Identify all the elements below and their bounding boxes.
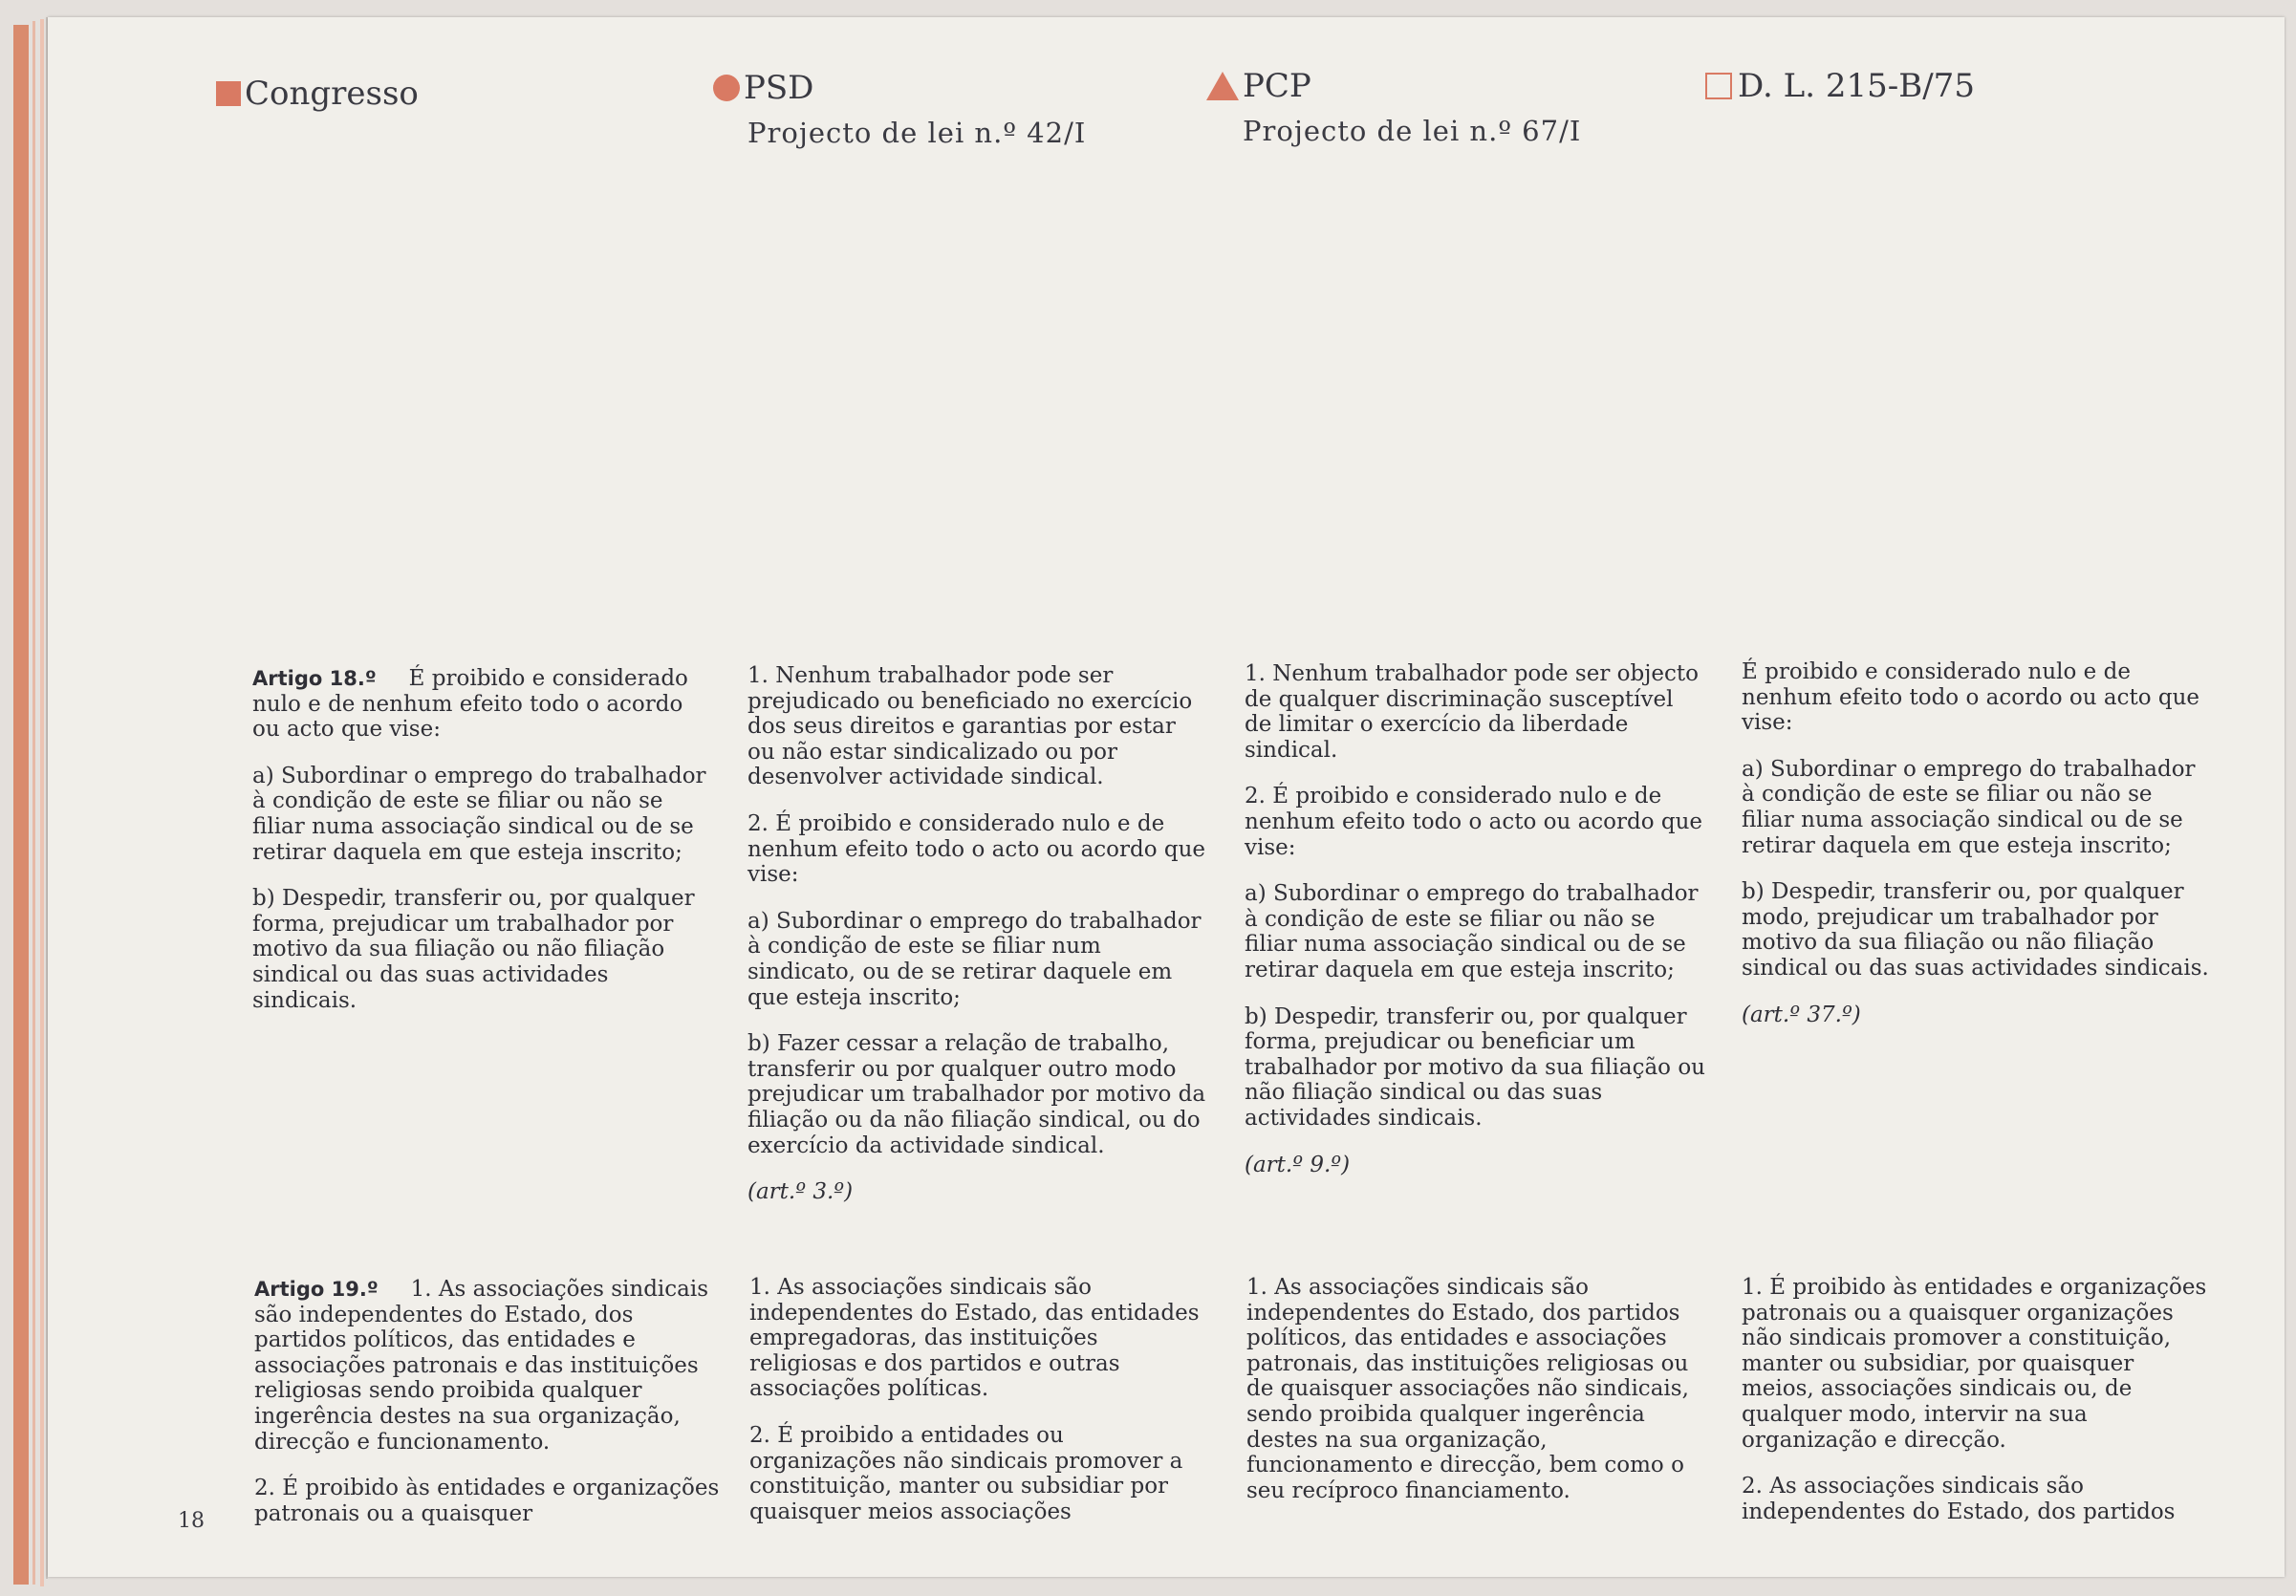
page-number: 18 (178, 1509, 205, 1533)
article-paragraph-1: É proibido e considerado nulo e de nenhum efeito todo o acordo ou acto que vise: (1742, 659, 2200, 736)
column-title: D. L. 215-B/75 (1738, 67, 1975, 105)
column-subtitle: Projecto de lei n.º 67/I (1243, 115, 1582, 147)
article-item-b: b) Despedir, transferir ou, por qualquer forma, prejudicar ou beneficiar um trabalhador por motivo da sua filiação ou não filiação sindical ou das suas actividades sindicais. (1245, 1003, 1705, 1131)
article-text: 1. As associações sindicais são independentes do Estado, dos partidos políticos, das entidades e associações patronais e das instituições religiosas sendo proibida qualquer ingerência destes na sua organização, direcção e funcionamento. (254, 1277, 709, 1455)
article-reference: (art.º 9.º) (1245, 1152, 1351, 1177)
dl-article-37 (1742, 659, 2210, 1027)
column-subtitle: Projecto de lei n.º 42/I (747, 117, 1087, 149)
column-header-congresso (216, 75, 419, 113)
article-item-a: a) Subordinar o emprego do trabalhador à condição de este se filiar ou não se filiar numa associação sindical ou de se retirar daquela em que esteja inscrito; (252, 763, 706, 865)
dl-article-section2 (1742, 1275, 2210, 1524)
column-header-psd (713, 69, 1086, 149)
column-header-pcp (1206, 67, 1581, 147)
article-reference: (art.º 37.º) (1742, 1002, 1861, 1027)
article-paragraph-2: 2. As associações sindicais são independentes do Estado, dos partidos (1742, 1474, 2176, 1524)
article-item-a: a) Subordinar o emprego do trabalhador à condição de este se filiar ou não se filiar numa associação sindical ou de se retirar daquela em que esteja inscrito; (1245, 881, 1699, 982)
binding-edge-line (32, 21, 35, 1585)
article-paragraph-2: 2. É proibido às entidades e organizações patronais ou a quaisquer (254, 1476, 720, 1526)
article-label: Artigo 18.º (252, 667, 377, 690)
article-item-b: b) Despedir, transferir ou, por qualquer modo, prejudicar um trabalhador por motivo da sua filiação ou não filiação sindical ou das suas actividades sindicais. (1742, 879, 2209, 981)
column-header-dl (1705, 67, 1975, 105)
article-item-b: b) Despedir, transferir ou, por qualquer forma, prejudicar um trabalhador por motivo da sua filiação ou não filiação sindical ou das suas actividades sindicais. (252, 886, 695, 1013)
article-paragraph-2: 2. É proibido e considerado nulo e de nenhum efeito todo o acto ou acordo que vise: (1245, 784, 1703, 860)
article-item-a: a) Subordinar o emprego do trabalhador à condição de este se filiar ou não se filiar numa associação sindical ou de se retirar daquela em que esteja inscrito; (1742, 756, 2196, 858)
square-icon (216, 81, 241, 106)
psd-article-3 (747, 663, 1208, 1205)
article-paragraph-1: 1. Nenhum trabalhador pode ser prejudicado ou beneficiado no exercício dos seus direitos e garantias por estar ou não estar sindicalizado ou por desenvolver actividade sindical. (747, 663, 1193, 790)
triangle-icon (1206, 72, 1239, 100)
psd-article-section2 (749, 1275, 1210, 1524)
article-paragraph-2: 2. É proibido e considerado nulo e de nenhum efeito todo o acto ou acordo que vise: (747, 810, 1206, 888)
congresso-article-18 (252, 666, 713, 1013)
article-paragraph-1: 1. Nenhum trabalhador pode ser objecto de qualquer discriminação susceptível de limitar o exercício da liberdade sindical. (1245, 661, 1699, 763)
article-paragraph-1: 1. As associações sindicais são independentes do Estado, dos partidos políticos, das entidades e associações patronais, das instituições religiosas ou de quaisquer associações não sindicais, sendo proibida qualquer ingerência destes na sua organização, funcionamento e direcção, bem como o seu recíproco financiamento. (1246, 1275, 1689, 1503)
pcp-article-9 (1245, 661, 1705, 1177)
binding-spine (13, 25, 29, 1585)
column-title: PCP (1243, 67, 1311, 105)
column-title: PSD (744, 69, 814, 107)
binding-edge-line (40, 19, 44, 1586)
column-title: Congresso (245, 75, 419, 113)
article-label: Artigo 19.º (254, 1278, 379, 1301)
article-paragraph-1: 1. As associações sindicais são independentes do Estado, das entidades empregadoras, das instituições religiosas e dos partidos e outras associações políticas. (749, 1275, 1200, 1402)
article-item-b: b) Fazer cessar a relação de trabalho, transferir ou por qualquer outro modo prejudicar um trabalhador por motivo da filiação ou da não filiação sindical, ou do exercício da actividade sindical. (747, 1031, 1206, 1158)
congresso-article-19 (254, 1277, 723, 1526)
article-item-a: a) Subordinar o emprego do trabalhador à condição de este se filiar num sindicato, ou de se retirar daquele em que esteja inscrito; (747, 908, 1202, 1010)
circle-icon (713, 75, 740, 101)
article-paragraph-1: 1. É proibido às entidades e organizações patronais ou a quaisquer organizações não sindicais promover a constituição, manter ou subsidiar, por quaisquer meios, associações sindicais ou, de qualquer modo, intervir na sua organização e direcção. (1742, 1275, 2207, 1453)
article-reference: (art.º 3.º) (747, 1179, 854, 1205)
pcp-article-section2 (1246, 1275, 1707, 1503)
article-paragraph-2: 2. É proibido a entidades ou organizações não sindicais promover a constituição, manter ou subsidiar por quaisquer meios associações (749, 1422, 1183, 1524)
outline-square-icon (1705, 73, 1732, 99)
article-text: É proibido e considerado nulo e de nenhum efeito todo o acordo ou acto que vise: (252, 666, 688, 743)
